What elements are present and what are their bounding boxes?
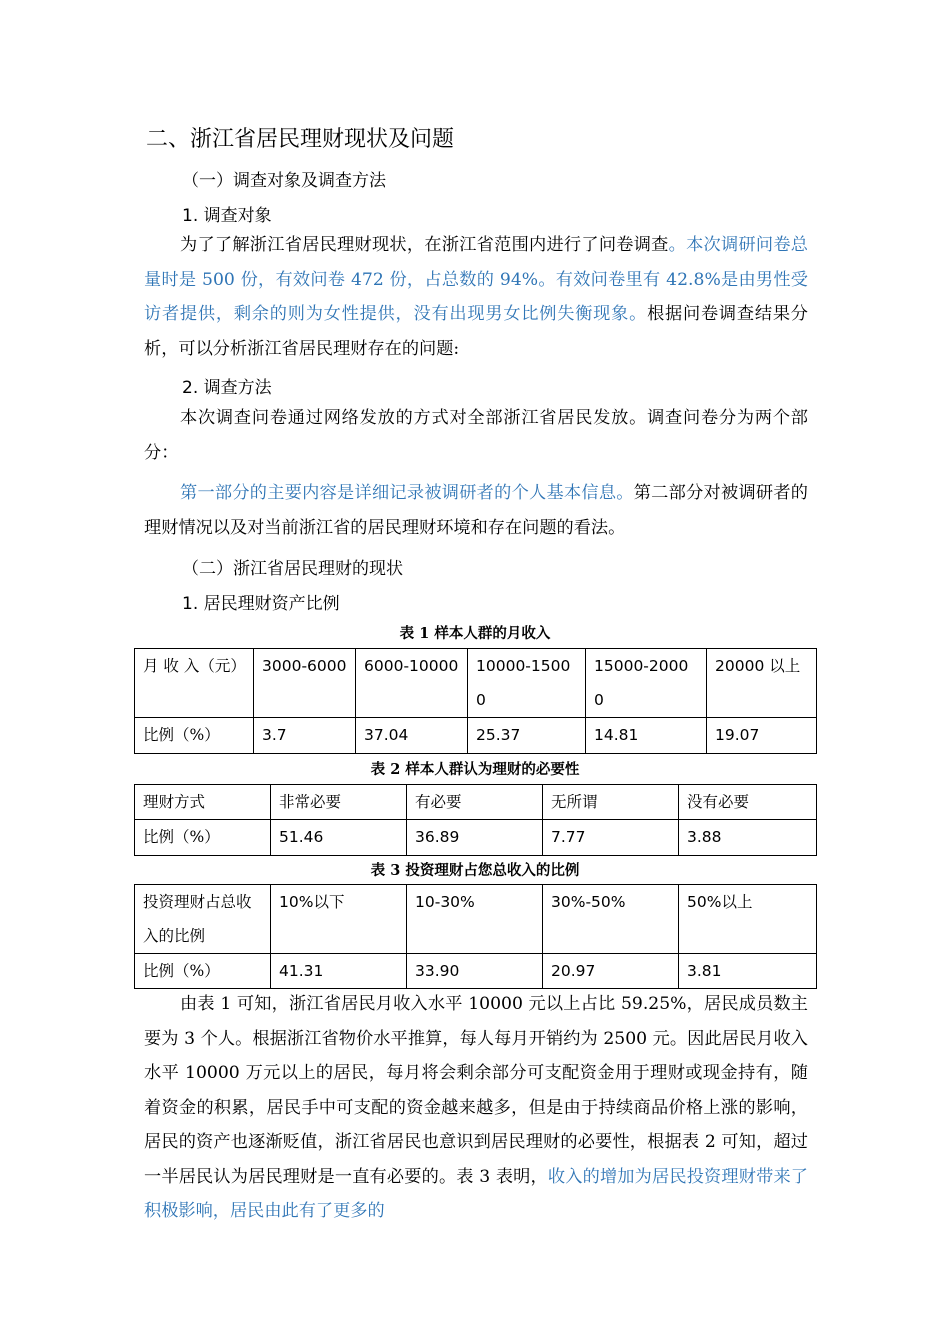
table3-caption: 表 3 投资理财占您总收入的比例 [370, 862, 580, 879]
paragraph-survey-parts [144, 476, 808, 545]
table3-header-cell: 投资理财占总收入的比例 [135, 885, 271, 954]
para3-highlight: 第一部分的主要内容是详细记录被调研者的个人基本信息。 [180, 483, 634, 503]
table1-header-cell: 6000-10000 [356, 649, 468, 718]
table-investment-ratio [134, 884, 817, 989]
table2-caption: 表 2 样本人群认为理财的必要性 [370, 761, 580, 778]
table1-header-cell: 月 收 入（元） [135, 649, 254, 718]
table-monthly-income [134, 648, 817, 754]
subsection-title-status: （二）浙江省居民理财的现状 [182, 559, 403, 579]
para4-text-a: 由表 1 可知，浙江省居民月收入水平 10000 元以上占比 59.25%，居民成员数主要为 3 个人。根据浙江省物价水平推算，每人每月开销约为 2500 元。因此居民月收入水平 10000 万元以上的居民，每月将会剩余部分可支配资金用于理财或现金持有，随着资金的积累，居民手中可支配的资金越来越多，但是由于持续商品价格上涨的影响，居民的资产也逐渐贬值，浙江省居民也意识到居民理财的必要性，根据表 2 可知，超过一半居民认为居民理财是一直有必要的。表 3 表明， [144, 994, 808, 1187]
table1-row-label: 比例（%） [135, 718, 254, 754]
table2-cell: 51.46 [271, 820, 407, 856]
table1-caption: 表 1 样本人群的月收入 [399, 625, 551, 642]
table3-header-cell: 50%以上 [679, 885, 817, 954]
para4-highlight: 收入的增加为居民投资理财带来了积极影响，居民由此有了更多的 [144, 1166, 808, 1221]
table1-header-cell: 20000 以上 [707, 649, 817, 718]
table3-cell: 33.90 [407, 954, 543, 989]
item-title-survey-method: 2. 调查方法 [182, 378, 272, 398]
table1-cell: 19.07 [707, 718, 817, 754]
section-heading: 二、浙江省居民理财现状及问题 [146, 127, 455, 152]
para1-text-a: 为了了解浙江省居民理财现状，在浙江省范围内进行了问卷调查 [180, 235, 669, 255]
para1-highlight: 。本次调研问卷总量时是 500 份，有效问卷 472 份，占总数的 94%。有效问卷里有 42.8%是由男性受访者提供，剩余的则为女性提供，没有出现男女比例失衡现象。 [144, 235, 808, 324]
table1-cell: 37.04 [356, 718, 468, 754]
table2-header-cell: 理财方式 [135, 785, 271, 820]
paragraph-survey-object [144, 228, 808, 366]
paragraph-analysis [144, 987, 808, 1229]
item-title-survey-object: 1. 调查对象 [182, 206, 272, 226]
table2-row-label: 比例（%） [135, 820, 271, 856]
table3-cell: 20.97 [543, 954, 679, 989]
paragraph-survey-method: 本次调查问卷通过网络发放的方式对全部浙江省居民发放。调查问卷分为两个部分： [144, 408, 808, 463]
table3-cell: 41.31 [271, 954, 407, 989]
table2-cell: 3.88 [679, 820, 817, 856]
para3-text-b: 第二部分对被调研者的理财情况以及对当前浙江省的居民理财环境和存在问题的看法。 [144, 483, 808, 538]
table3-cell: 3.81 [679, 954, 817, 989]
table3-row-label: 比例（%） [135, 954, 271, 989]
table3-header-cell: 10-30% [407, 885, 543, 954]
table3-header-cell: 30%-50% [543, 885, 679, 954]
table1-header-cell: 15000-20000 [586, 649, 707, 718]
table1-cell: 25.37 [468, 718, 586, 754]
table2-header-cell: 没有必要 [679, 785, 817, 820]
table2-header-cell: 无所谓 [543, 785, 679, 820]
item-title-asset-ratio: 1. 居民理财资产比例 [182, 594, 340, 614]
para1-text-c: 根据问卷调查结果分析，可以分析浙江省居民理财存在的问题: [144, 304, 808, 359]
table2-header-cell: 非常必要 [271, 785, 407, 820]
table1-cell: 14.81 [586, 718, 707, 754]
table3-header-cell: 10%以下 [271, 885, 407, 954]
table2-cell: 7.77 [543, 820, 679, 856]
table1-cell: 3.7 [254, 718, 356, 754]
table-necessity [134, 784, 817, 856]
table2-header-cell: 有必要 [407, 785, 543, 820]
table1-header-cell: 10000-15000 [468, 649, 586, 718]
subsection-title-survey: （一）调查对象及调查方法 [182, 171, 386, 191]
table1-header-cell: 3000-6000 [254, 649, 356, 718]
table2-cell: 36.89 [407, 820, 543, 856]
